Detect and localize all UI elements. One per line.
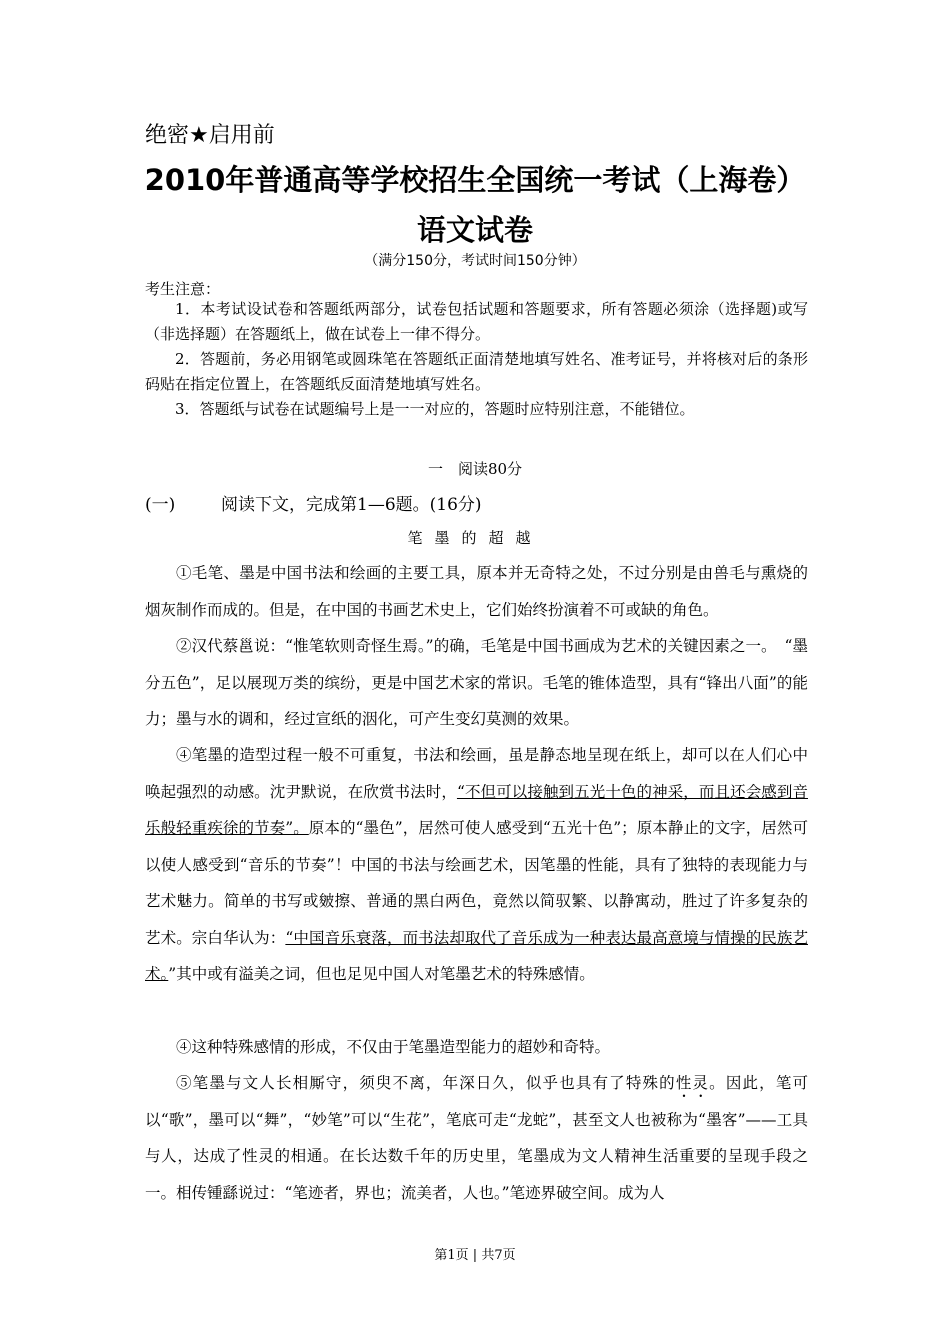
paragraph-3-text-b: 原本的“墨色”，居然可使人感受到“五光十色”；原本静止的文字，居然可以使人感受到“音乐的节奏”！中国的书法与绘画艺术，因笔墨的性能，具有了独特的表现能力与艺术魅力。简单的书写或皴擦、普通的黑白两色，竟然以简驭繁、以静寓动，胜过了许多复杂的艺术。宗白华认为： bbox=[145, 819, 808, 947]
paragraph-5-text-b: 。因此，笔可以“歌”，墨可以“舞”，“妙笔”可以“生花”，笔底可走“龙蛇”，甚至文人也被称为“墨客”——工具与人，达成了性灵的相通。在长达数千年的历史里，笔墨成为文人精神生活重要的呈现手段之一。相传锺繇说过：“笔迹者，界也；流美者，人也。”笔迹界破空间。成为人 bbox=[145, 1074, 808, 1202]
notice-heading: 考生注意： bbox=[145, 280, 221, 298]
passage-title: 笔墨的超越 bbox=[407, 529, 543, 547]
paragraph-3-text-a: ④笔墨的造型过程一般不可重复，书法和绘画，虽是静态地呈现在纸上，却可以在人们心中唤起强烈的动感。沈尹默说，在欣赏书法时， bbox=[145, 746, 808, 801]
section-title: 一 阅读80分 bbox=[427, 460, 523, 478]
passage-paragraph-1: ①毛笔、墨是中国书法和绘画的主要工具，原本并无奇特之处，不过分别是由兽毛与熏烧的烟灰制作而成的。但是，在中国的书画艺术史上，它们始终扮演着不可或缺的角色。 bbox=[145, 564, 808, 619]
secret-mark: 绝密★启用前 bbox=[145, 123, 275, 148]
passage-paragraph-2: ②汉代蔡邕说：“惟笔软则奇怪生焉。”的确，毛笔是中国书画成为艺术的关键因素之一。 “墨分五色”，足以展现万类的缤纷，更是中国艺术家的常识。毛笔的锥体造型，具有“锋出八面”的能力；墨与水的调和，经过宣纸的洇化，可产生变幻莫测的效果。 bbox=[145, 637, 808, 728]
underlined-quote-2: “中国音乐衰落，而书法却取代了音乐成为一种表达最高意境与情操的民族艺术。 bbox=[145, 928, 808, 983]
page-footer: 第1页 | 共7页 bbox=[434, 1248, 516, 1263]
exam-subject-title: 语文试卷 bbox=[416, 213, 533, 247]
subsection-instruction: 阅读下文，完成第1—6题。(16分) bbox=[221, 495, 482, 515]
score-time-note: （满分150分，考试时间150分钟） bbox=[364, 253, 586, 269]
notice-item-1: 1．本考试设试卷和答题纸两部分，试卷包括试题和答题要求，所有答题必须涂（选择题)或写（非选择题）在答题纸上，做在试卷上一律不得分。 bbox=[145, 300, 808, 343]
subsection-label: (一) bbox=[145, 495, 176, 515]
subsection-heading bbox=[145, 490, 482, 515]
passage-paragraph-3 bbox=[145, 737, 808, 993]
underlined-quote-1: “不但可以接触到五光十色的神采，而且还会感到音乐般轻重疾徐的节奏”。 bbox=[145, 782, 808, 837]
notice-item-3: 3．答题纸与试卷在试题编号上是一一对应的，答题时应特别注意，不能错位。 bbox=[175, 400, 695, 418]
dotted-emphasis-word: 性灵 bbox=[675, 1074, 710, 1092]
paragraph-5-text-a: ⑤笔墨与文人长相厮守，须臾不离，年深日久，似乎也具有了特殊的 bbox=[176, 1074, 676, 1092]
paragraph-3-text-c: ”其中或有溢美之词，但也足见中国人对笔墨艺术的特殊感情。 bbox=[168, 965, 595, 983]
exam-title: 2010年普通高等学校招生全国统一考试（上海卷） bbox=[144, 163, 806, 197]
passage-paragraph-5 bbox=[145, 1065, 808, 1211]
notice-item-2: 2．答题前，务必用钢笔或圆珠笔在答题纸正面清楚地填写姓名、准考证号，并将核对后的条形码贴在指定位置上，在答题纸反面清楚地填写姓名。 bbox=[145, 350, 808, 393]
passage-paragraph-4: ④这种特殊感情的形成，不仅由于笔墨造型能力的超妙和奇特。 bbox=[176, 1038, 611, 1056]
